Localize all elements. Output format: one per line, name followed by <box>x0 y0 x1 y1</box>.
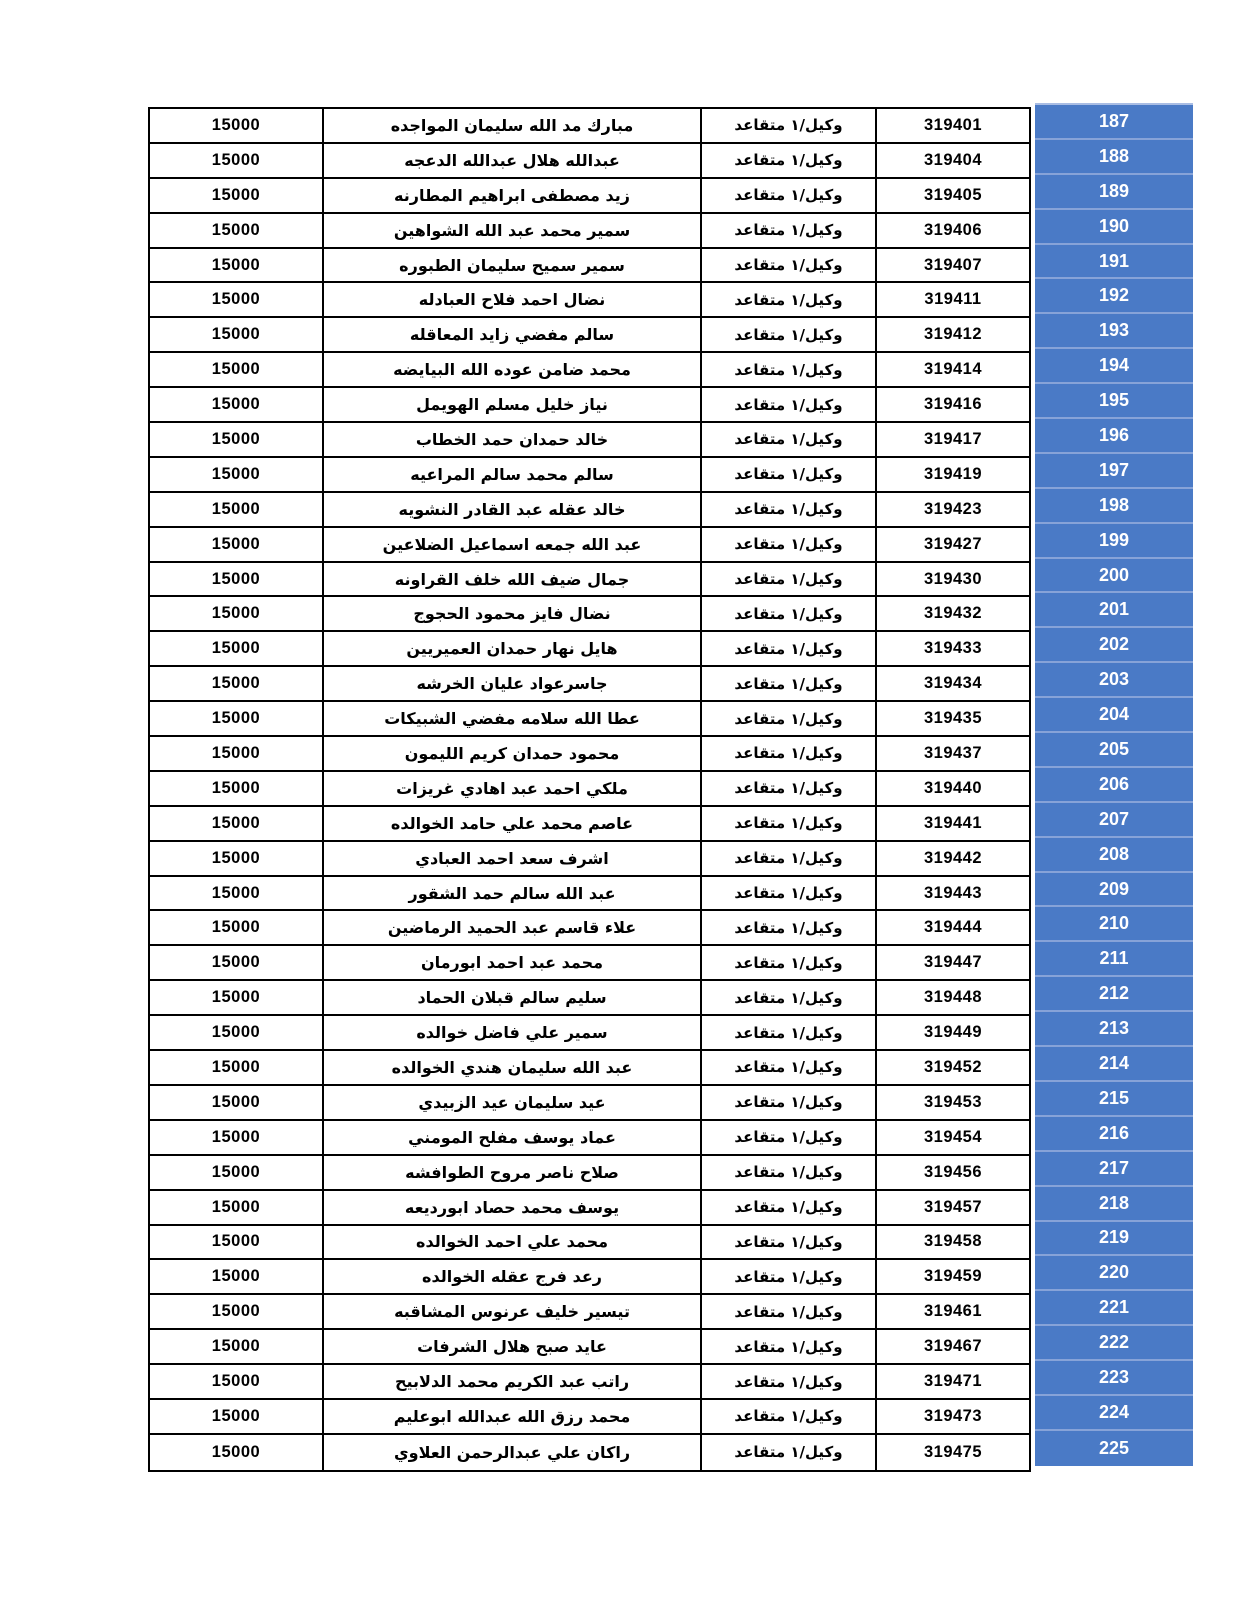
rank-cell: وكيل/١ متقاعد <box>702 772 877 805</box>
amount-cell: 15000 <box>150 667 324 700</box>
amount-cell: 15000 <box>150 772 324 805</box>
table-row <box>150 1295 1029 1330</box>
rank-cell: وكيل/١ متقاعد <box>702 737 877 770</box>
rank-cell: وكيل/١ متقاعد <box>702 318 877 351</box>
index-cell: 190 <box>1035 210 1193 245</box>
index-cell: 215 <box>1035 1082 1193 1117</box>
name-cell: عماد يوسف مفلح المومني <box>324 1121 702 1154</box>
retirees-table <box>148 107 1031 1472</box>
index-cell: 221 <box>1035 1291 1193 1326</box>
rank-cell: وكيل/١ متقاعد <box>702 283 877 316</box>
table-row <box>150 1156 1029 1191</box>
index-cell: 188 <box>1035 140 1193 175</box>
index-cell: 217 <box>1035 1152 1193 1187</box>
table-row <box>150 353 1029 388</box>
number-cell: 319453 <box>923 1092 983 1111</box>
rank-cell: وكيل/١ متقاعد <box>702 1295 877 1328</box>
index-cell: 223 <box>1035 1361 1193 1396</box>
table-row <box>150 842 1029 877</box>
table-row <box>150 667 1029 702</box>
name-cell: عبد الله سالم حمد الشقور <box>324 877 702 910</box>
rank-cell: وكيل/١ متقاعد <box>702 1365 877 1398</box>
rank-cell: وكيل/١ متقاعد <box>702 877 877 910</box>
table-row <box>150 318 1029 353</box>
name-cell: سالم مفضي زايد المعاقله <box>324 318 702 351</box>
index-cell: 218 <box>1035 1187 1193 1222</box>
index-cell: 224 <box>1035 1396 1193 1431</box>
name-cell: عبد الله جمعه اسماعيل الضلاعين <box>324 528 702 561</box>
amount-cell: 15000 <box>150 249 324 282</box>
number-cell: 319405 <box>923 185 983 204</box>
table-row <box>150 458 1029 493</box>
name-cell: اشرف سعد احمد العبادي <box>324 842 702 875</box>
index-cell: 203 <box>1035 663 1193 698</box>
index-cell: 209 <box>1035 873 1193 908</box>
amount-cell: 15000 <box>150 458 324 491</box>
rank-cell: وكيل/١ متقاعد <box>702 144 877 177</box>
name-cell: صلاح ناصر مروح الطوافشه <box>324 1156 702 1189</box>
name-cell: محمد عبد احمد ابورمان <box>324 946 702 979</box>
rank-cell: وكيل/١ متقاعد <box>702 1435 877 1470</box>
name-cell: يوسف محمد حصاد ابورديعه <box>324 1191 702 1224</box>
amount-cell: 15000 <box>150 877 324 910</box>
name-cell: نضال فايز محمود الحجوج <box>324 597 702 630</box>
number-cell: 319407 <box>923 255 983 274</box>
rank-cell: وكيل/١ متقاعد <box>702 667 877 700</box>
number-cell: 319404 <box>923 150 983 169</box>
amount-cell: 15000 <box>150 1330 324 1363</box>
name-cell: راتب عبد الكريم محمد الدلابيح <box>324 1365 702 1398</box>
index-cell: 187 <box>1035 105 1193 140</box>
table-row <box>150 807 1029 842</box>
table-row <box>150 423 1029 458</box>
rank-cell: وكيل/١ متقاعد <box>702 493 877 526</box>
index-cell: 219 <box>1035 1222 1193 1257</box>
rank-cell: وكيل/١ متقاعد <box>702 214 877 247</box>
number-cell: 319417 <box>923 429 983 448</box>
table-row <box>150 1226 1029 1261</box>
number-cell: 319447 <box>923 953 983 972</box>
table-row <box>150 1086 1029 1121</box>
rank-cell: وكيل/١ متقاعد <box>702 1260 877 1293</box>
table-row <box>150 493 1029 528</box>
number-cell: 319471 <box>923 1372 983 1390</box>
rank-cell: وكيل/١ متقاعد <box>702 702 877 735</box>
rank-cell: وكيل/١ متقاعد <box>702 842 877 875</box>
rank-cell: وكيل/١ متقاعد <box>702 1121 877 1154</box>
table-row <box>150 388 1029 423</box>
amount-cell: 15000 <box>150 109 324 142</box>
table-row <box>150 911 1029 946</box>
number-cell: 319433 <box>923 639 983 658</box>
table-row <box>150 1435 1029 1470</box>
table-row <box>150 702 1029 737</box>
table-row <box>150 1330 1029 1365</box>
number-cell: 319440 <box>923 778 983 797</box>
rank-cell: وكيل/١ متقاعد <box>702 1191 877 1224</box>
number-cell: 319432 <box>923 604 983 623</box>
index-cell: 202 <box>1035 628 1193 663</box>
name-cell: عيد سليمان عيد الزبيدي <box>324 1086 702 1119</box>
index-cell: 225 <box>1035 1431 1193 1466</box>
index-cell: 220 <box>1035 1256 1193 1291</box>
number-cell: 319454 <box>923 1127 983 1146</box>
name-cell: راكان علي عبدالرحمن العلاوي <box>324 1435 702 1470</box>
index-cell: 211 <box>1035 942 1193 977</box>
table-row <box>150 179 1029 214</box>
amount-cell: 15000 <box>150 1365 324 1398</box>
table-row <box>150 1400 1029 1435</box>
amount-cell: 15000 <box>150 1226 324 1259</box>
amount-cell: 15000 <box>150 1086 324 1119</box>
index-cell: 197 <box>1035 454 1193 489</box>
rank-cell: وكيل/١ متقاعد <box>702 109 877 142</box>
name-cell: تيسير خليف عرنوس المشاقبه <box>324 1295 702 1328</box>
table-row <box>150 144 1029 179</box>
index-cell: 212 <box>1035 977 1193 1012</box>
name-cell: محمود حمدان كريم الليمون <box>324 737 702 770</box>
amount-cell: 15000 <box>150 144 324 177</box>
index-cell: 204 <box>1035 698 1193 733</box>
number-cell: 319401 <box>923 115 983 134</box>
index-cell: 206 <box>1035 768 1193 803</box>
table-row <box>150 877 1029 912</box>
rank-cell: وكيل/١ متقاعد <box>702 528 877 561</box>
rank-cell: وكيل/١ متقاعد <box>702 353 877 386</box>
amount-cell: 15000 <box>150 179 324 212</box>
table-row <box>150 737 1029 772</box>
rank-cell: وكيل/١ متقاعد <box>702 1400 877 1433</box>
table-row <box>150 632 1029 667</box>
number-cell: 319437 <box>923 743 983 762</box>
index-cell: 214 <box>1035 1047 1193 1082</box>
rank-cell: وكيل/١ متقاعد <box>702 911 877 944</box>
rank-cell: وكيل/١ متقاعد <box>702 807 877 840</box>
amount-cell: 15000 <box>150 946 324 979</box>
table-row <box>150 1016 1029 1051</box>
name-cell: عاصم محمد علي حامد الخوالده <box>324 807 702 840</box>
rank-cell: وكيل/١ متقاعد <box>702 632 877 665</box>
number-cell: 319449 <box>923 1023 983 1042</box>
amount-cell: 15000 <box>150 842 324 875</box>
number-cell: 319416 <box>923 395 983 414</box>
table-row <box>150 528 1029 563</box>
name-cell: خالد حمدان حمد الخطاب <box>324 423 702 456</box>
number-cell: 319419 <box>923 464 983 483</box>
number-cell: 319459 <box>923 1267 983 1286</box>
name-cell: سمير علي فاضل خوالده <box>324 1016 702 1049</box>
table-row <box>150 1051 1029 1086</box>
index-cell: 198 <box>1035 489 1193 524</box>
number-cell: 319458 <box>923 1232 983 1251</box>
name-cell: خالد عقله عبد القادر النشويه <box>324 493 702 526</box>
table-row <box>150 109 1029 144</box>
rank-cell: وكيل/١ متقاعد <box>702 458 877 491</box>
table-row <box>150 946 1029 981</box>
number-cell: 319467 <box>923 1337 983 1356</box>
number-cell: 319457 <box>923 1197 983 1216</box>
table-row <box>150 1191 1029 1226</box>
amount-cell: 15000 <box>150 493 324 526</box>
rank-cell: وكيل/١ متقاعد <box>702 1016 877 1049</box>
amount-cell: 15000 <box>150 1435 324 1470</box>
table-row <box>150 283 1029 318</box>
name-cell: سليم سالم قبلان الحماد <box>324 981 702 1014</box>
table-row <box>150 1365 1029 1400</box>
number-cell: 319430 <box>923 569 983 588</box>
number-cell: 319435 <box>923 709 983 728</box>
number-cell: 319427 <box>923 534 983 553</box>
name-cell: عطا الله سلامه مفضي الشبيكات <box>324 702 702 735</box>
number-cell: 319406 <box>923 220 983 239</box>
name-cell: زيد مصطفى ابراهيم المطارنه <box>324 179 702 212</box>
table-row <box>150 981 1029 1016</box>
amount-cell: 15000 <box>150 563 324 596</box>
number-cell: 319441 <box>923 813 983 832</box>
index-cell: 213 <box>1035 1012 1193 1047</box>
index-cell: 207 <box>1035 803 1193 838</box>
amount-cell: 15000 <box>150 388 324 421</box>
number-cell: 319414 <box>923 360 983 379</box>
amount-cell: 15000 <box>150 423 324 456</box>
rank-cell: وكيل/١ متقاعد <box>702 179 877 212</box>
rank-cell: وكيل/١ متقاعد <box>702 597 877 630</box>
index-cell: 200 <box>1035 559 1193 594</box>
index-cell: 210 <box>1035 907 1193 942</box>
amount-cell: 15000 <box>150 911 324 944</box>
table-row <box>150 772 1029 807</box>
index-cell: 208 <box>1035 838 1193 873</box>
name-cell: هايل نهار حمدان العميريين <box>324 632 702 665</box>
index-cell: 222 <box>1035 1326 1193 1361</box>
number-cell: 319411 <box>924 290 982 309</box>
number-cell: 319434 <box>923 674 983 693</box>
table-row <box>150 1260 1029 1295</box>
number-cell: 319443 <box>923 883 983 902</box>
amount-cell: 15000 <box>150 702 324 735</box>
rank-cell: وكيل/١ متقاعد <box>702 1330 877 1363</box>
rank-cell: وكيل/١ متقاعد <box>702 981 877 1014</box>
amount-cell: 15000 <box>150 528 324 561</box>
table-row <box>150 597 1029 632</box>
name-cell: محمد رزق الله عبدالله ابوعليم <box>324 1400 702 1433</box>
amount-cell: 15000 <box>150 353 324 386</box>
table-row <box>150 563 1029 598</box>
name-cell: ملكي احمد عبد اهادي غريزات <box>324 772 702 805</box>
amount-cell: 15000 <box>150 597 324 630</box>
rank-cell: وكيل/١ متقاعد <box>702 388 877 421</box>
number-cell: 319461 <box>923 1302 983 1321</box>
rank-cell: وكيل/١ متقاعد <box>702 563 877 596</box>
name-cell: محمد علي احمد الخوالده <box>324 1226 702 1259</box>
index-cell: 216 <box>1035 1117 1193 1152</box>
name-cell: عبد الله سليمان هندي الخوالده <box>324 1051 702 1084</box>
number-cell: 319444 <box>923 918 983 937</box>
amount-cell: 15000 <box>150 1191 324 1224</box>
name-cell: محمد ضامن عوده الله البيايضه <box>324 353 702 386</box>
amount-cell: 15000 <box>150 1016 324 1049</box>
amount-cell: 15000 <box>150 1295 324 1328</box>
index-cell: 193 <box>1035 314 1193 349</box>
table-row <box>150 249 1029 284</box>
amount-cell: 15000 <box>150 1156 324 1189</box>
index-cell: 199 <box>1035 524 1193 559</box>
rank-cell: وكيل/١ متقاعد <box>702 423 877 456</box>
name-cell: علاء قاسم عبد الحميد الرماضين <box>324 911 702 944</box>
index-cell: 195 <box>1035 384 1193 419</box>
amount-cell: 15000 <box>150 318 324 351</box>
rank-cell: وكيل/١ متقاعد <box>702 249 877 282</box>
name-cell: عبدالله هلال عبدالله الدعجه <box>324 144 702 177</box>
number-cell: 319423 <box>923 499 983 518</box>
number-cell: 319442 <box>923 848 983 867</box>
number-cell: 319448 <box>923 988 983 1007</box>
name-cell: جاسرعواد عليان الخرشه <box>324 667 702 700</box>
index-cell: 194 <box>1035 349 1193 384</box>
name-cell: نياز خليل مسلم الهويمل <box>324 388 702 421</box>
amount-cell: 15000 <box>150 1400 324 1433</box>
number-cell: 319452 <box>923 1057 983 1076</box>
rank-cell: وكيل/١ متقاعد <box>702 1086 877 1119</box>
amount-cell: 15000 <box>150 1121 324 1154</box>
number-cell: 319473 <box>923 1406 983 1425</box>
number-cell: 319412 <box>923 325 983 344</box>
name-cell: سالم محمد سالم المراعيه <box>324 458 702 491</box>
table-body <box>150 109 1029 1470</box>
number-cell: 319456 <box>923 1162 983 1181</box>
index-cell: 196 <box>1035 419 1193 454</box>
index-cell: 191 <box>1035 245 1193 280</box>
amount-cell: 15000 <box>150 1051 324 1084</box>
amount-cell: 15000 <box>150 737 324 770</box>
amount-cell: 15000 <box>150 807 324 840</box>
amount-cell: 15000 <box>150 1260 324 1293</box>
index-cell: 189 <box>1035 175 1193 210</box>
rank-cell: وكيل/١ متقاعد <box>702 946 877 979</box>
name-cell: رعد فرج عقله الخوالده <box>324 1260 702 1293</box>
name-cell: جمال ضيف الله خلف القراونه <box>324 563 702 596</box>
name-cell: سمير سميح سليمان الطبوره <box>324 249 702 282</box>
number-cell: 319475 <box>923 1442 983 1461</box>
amount-cell: 15000 <box>150 283 324 316</box>
rank-cell: وكيل/١ متقاعد <box>702 1226 877 1259</box>
name-cell: سمير محمد عبد الله الشواهين <box>324 214 702 247</box>
index-cell: 205 <box>1035 733 1193 768</box>
rank-cell: وكيل/١ متقاعد <box>702 1156 877 1189</box>
amount-cell: 15000 <box>150 981 324 1014</box>
index-cell: 201 <box>1035 593 1193 628</box>
amount-cell: 15000 <box>150 214 324 247</box>
name-cell: مبارك مد الله سليمان المواجده <box>324 109 702 142</box>
table-row <box>150 214 1029 249</box>
name-cell: نضال احمد فلاح العبادله <box>324 283 702 316</box>
index-cell: 192 <box>1035 279 1193 314</box>
rank-cell: وكيل/١ متقاعد <box>702 1051 877 1084</box>
table-row <box>150 1121 1029 1156</box>
amount-cell: 15000 <box>150 632 324 665</box>
name-cell: عايد صبح هلال الشرفات <box>324 1330 702 1363</box>
index-column <box>1035 103 1193 1466</box>
